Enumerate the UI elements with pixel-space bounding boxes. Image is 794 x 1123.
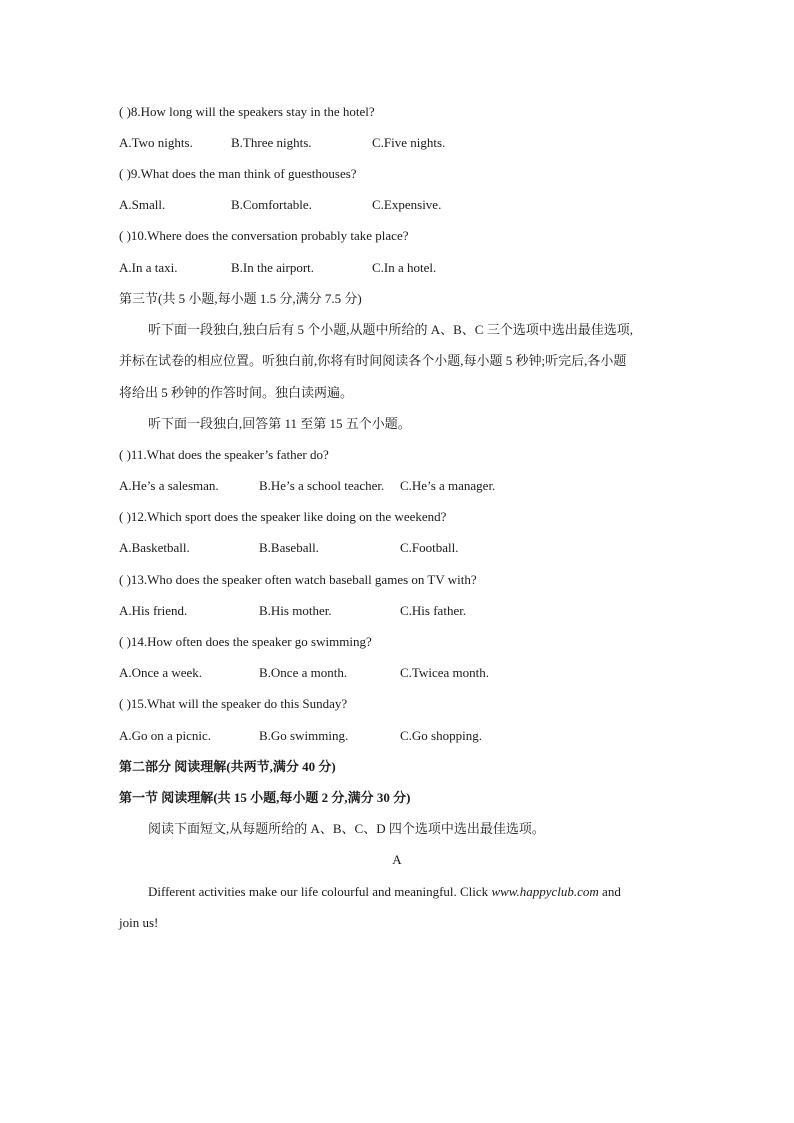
passage-text-end: and — [598, 884, 621, 899]
option-c: C.In a hotel. — [372, 260, 437, 275]
options-11 — [119, 478, 679, 494]
options-10 — [119, 260, 679, 276]
options-8 — [119, 135, 679, 151]
sub-instruction: 听下面一段独白,回答第 11 至第 15 五个小题。 — [148, 416, 411, 431]
instruction-line-1: 听下面一段独白,独白后有 5 个小题,从题中所给的 A、B、C 三个选项中选出最佳选项, — [148, 322, 633, 337]
part-2-section-1-heading: 第一节 阅读理解(共 15 小题,每小题 2 分,满分 30 分) — [119, 790, 411, 805]
question-10: ( )10.Where does the conversation probably take place? — [119, 228, 409, 243]
option-c: C.Expensive. — [372, 197, 442, 212]
instruction-line-3: 将给出 5 秒钟的作答时间。独白读两遍。 — [119, 385, 354, 400]
passage-text: Different activities make our life colourful and meaningful. Click — [148, 884, 492, 899]
options-13 — [119, 603, 679, 619]
instruction-line-2: 并标在试卷的相应位置。听独白前,你将有时间阅读各个小题,每小题 5 秒钟;听完后,各小题 — [119, 353, 627, 368]
option-b: B.His mother. — [259, 603, 332, 618]
options-15 — [119, 728, 679, 744]
part-2-heading: 第二部分 阅读理解(共两节,满分 40 分) — [119, 759, 336, 774]
option-b: B.He’s a school teacher. — [259, 478, 385, 493]
question-11: ( )11.What does the speaker’s father do? — [119, 447, 329, 462]
question-14: ( )14.How often does the speaker go swimming? — [119, 634, 372, 649]
reading-instruction: 阅读下面短文,从每题所给的 A、B、C、D 四个选项中选出最佳选项。 — [148, 821, 545, 836]
option-c: C.Go shopping. — [400, 728, 482, 743]
option-a: A.Once a week. — [119, 665, 203, 680]
passage-letter: A — [392, 852, 402, 867]
option-c: C.Football. — [400, 540, 459, 555]
option-a: A.Basketball. — [119, 540, 190, 555]
question-9: ( )9.What does the man think of guesthouses? — [119, 166, 357, 181]
option-a: A.Small. — [119, 197, 166, 212]
option-a: A.He’s a salesman. — [119, 478, 219, 493]
option-b: B.Three nights. — [231, 135, 312, 150]
option-c: C.His father. — [400, 603, 467, 618]
section-3-heading: 第三节(共 5 小题,每小题 1.5 分,满分 7.5 分) — [119, 291, 362, 306]
question-8: ( )8.How long will the speakers stay in the hotel? — [119, 104, 375, 119]
passage-line-1 — [148, 884, 621, 900]
passage-url: www.happyclub.com — [491, 884, 599, 899]
passage-line-2: join us! — [119, 915, 159, 930]
question-15: ( )15.What will the speaker do this Sunday? — [119, 696, 348, 711]
option-a: A.Go on a picnic. — [119, 728, 212, 743]
question-13: ( )13.Who does the speaker often watch baseball games on TV with? — [119, 572, 477, 587]
option-b: B.Once a month. — [259, 665, 348, 680]
option-a: A.His friend. — [119, 603, 188, 618]
option-a: A.Two nights. — [119, 135, 193, 150]
options-14 — [119, 665, 679, 681]
option-c: C.Twicea month. — [400, 665, 489, 680]
option-a: A.In a taxi. — [119, 260, 178, 275]
options-9 — [119, 197, 679, 213]
option-b: B.Go swimming. — [259, 728, 349, 743]
options-12 — [119, 540, 679, 556]
option-b: B.Comfortable. — [231, 197, 312, 212]
option-b: B.In the airport. — [231, 260, 315, 275]
question-12: ( )12.Which sport does the speaker like doing on the weekend? — [119, 509, 447, 524]
option-b: B.Baseball. — [259, 540, 319, 555]
option-c: C.He’s a manager. — [400, 478, 496, 493]
option-c: C.Five nights. — [372, 135, 446, 150]
